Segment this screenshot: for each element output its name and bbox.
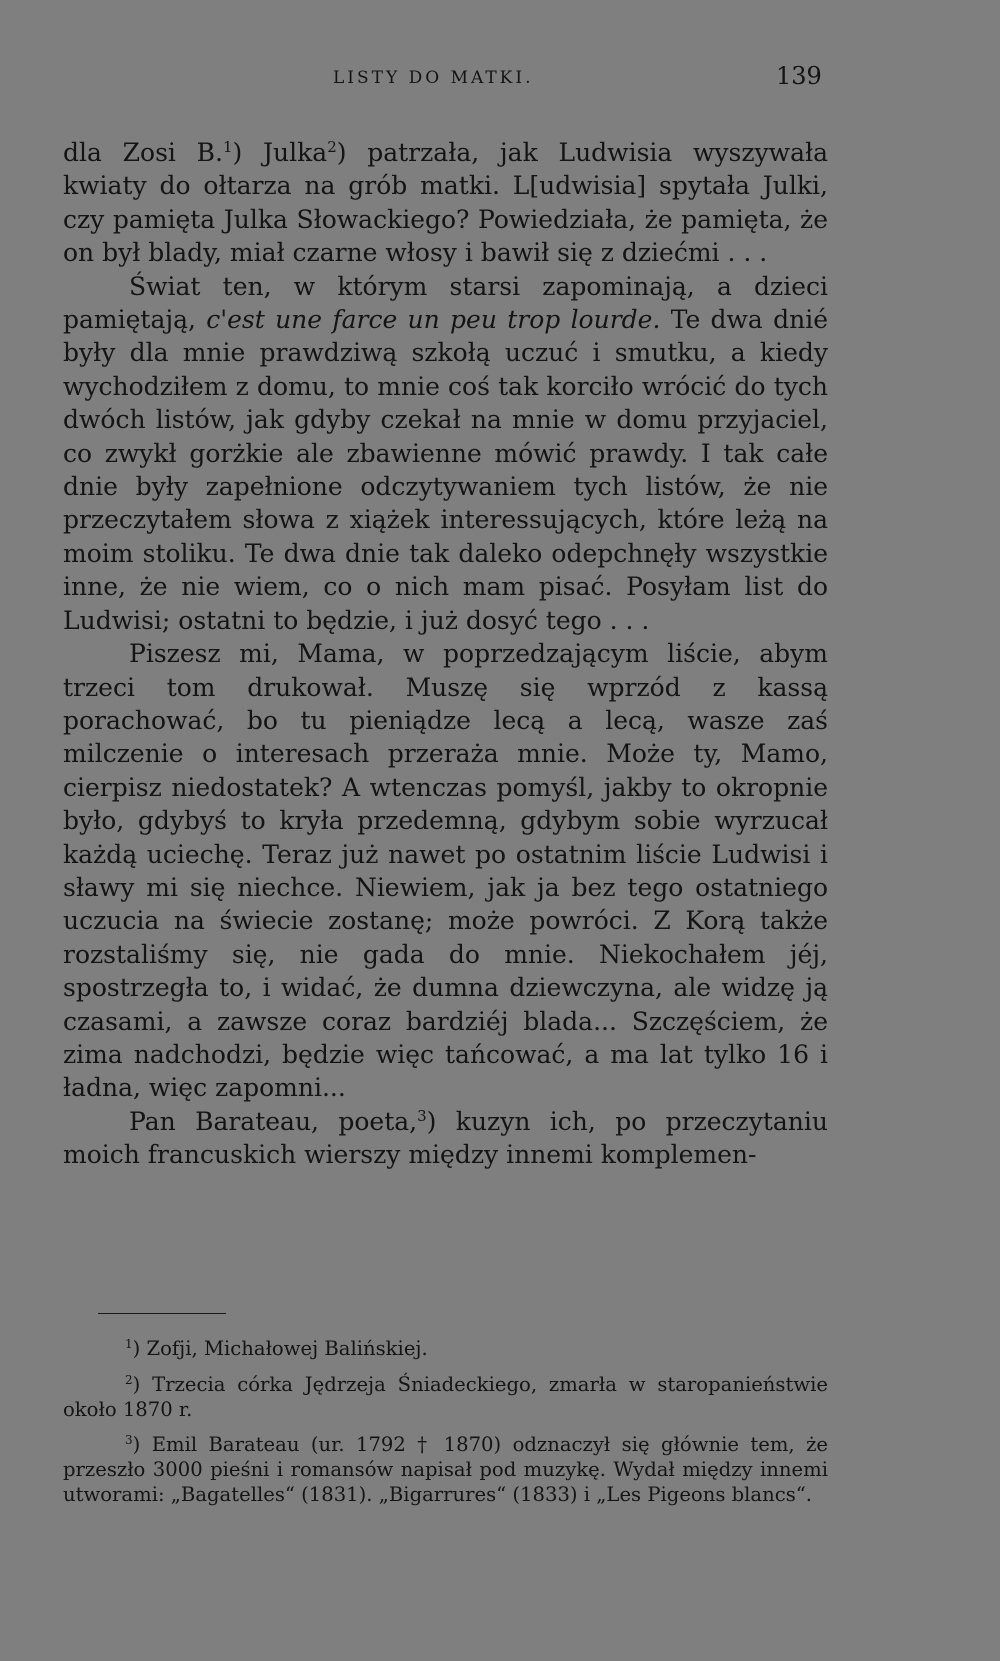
running-title: LISTY DO MATKI. — [333, 68, 534, 88]
footnote-3-text: ) Emil Barateau (ur. 1792 † 1870) odznaczył się głównie tem, że przeszło 3000 pieśni i romansów napisał pod muzykę. Wydał między innemi utworami: „Bagatelles“ (1831). „Bigarrures“ (1833) i „Les Pigeons blancs“. — [63, 1433, 828, 1506]
footnote-3 — [63, 1433, 828, 1507]
paragraph-1-text-c: ) patrzała, jak Ludwisia wyszywała kwiaty do ołtarza na grób matki. L[udwisia] spytała Julki, czy pamięta Julka Słowackiego? Powiedziała, że pamięta, że on był blady, miał czarne włosy i bawił się z dziećmi . . . — [63, 138, 828, 268]
footnote-2 — [63, 1373, 828, 1423]
french-quote: c'est une farce un peu trop lourde. — [206, 305, 661, 335]
paragraph-1 — [63, 136, 828, 270]
paragraph-2-text-a: Świat ten, w którym starsi zapominają, a dzieci pamiętają, — [63, 271, 828, 335]
footnote-ref-1: 1 — [222, 138, 233, 156]
footnote-2-text: ) Trzecia córka Jędrzeja Śniadeckiego, zmarła w staropanieństwie około 1870 r. — [63, 1372, 828, 1421]
footnotes — [63, 1337, 828, 1519]
paragraph-2-text-b: Te dwa dnié były dla mnie prawdziwą szkołą uczuć i smutku, a kiedy wychodziłem z domu, to mnie coś tak korciło wrócić do tych dwóch listów, jak gdyby czekał na mnie w domu przyjaciel, co zwykł gorżkie ale zbawienne mówić prawdy. I tak całe dnie były zapełnione odczytywaniem tych listów, że nie przeczytałem słowa z xiążek interessujących, które leżą na moim stoliku. Te dwa dnie tak daleko odepchnęły wszystkie inne, że nie wiem, co o nich mam pisać. Posyłam list do Ludwisi; ostatni to będzie, i już dosyć tego . . . — [63, 305, 829, 635]
footnote-1-text: ) Zofji, Michałowej Balińskiej. — [132, 1337, 428, 1360]
footnote-marker-2: 2 — [125, 1372, 133, 1387]
paragraph-3: Piszesz mi, Mama, w poprzedzającym liście, abym trzeci tom drukował. Muszę się wprzód z kassą porachować, bo tu pieniądze lecą a lecą, wasze zaś milczenie o interesach przeraża mnie. Może ty, Mamo, cierpisz niedostatek? A wtenczas pomyśl, jakby to okropnie było, gdybyś to kryła przedemną, gdybym sobie wyrzucał każdą uciechę. Teraz już nawet po ostatnim liście Ludwisi i sławy mi się niechce. Niewiem, jak ja bez tego ostatniego uczucia na świecie zostanę; może powróci. Z Korą także rozstaliśmy się, nie gada do mnie. Niekochałem jéj, spostrzegła to, i widać, że dumna dziewczyna, ale widzę ją czasami, a zawsze coraz bardziéj blada... Szczęściem, że zima nadchodzi, będzie więc tańcować, a ma lat tylko 16 i ładna, więc zapomni... — [63, 639, 828, 1103]
footnote-ref-3: 3 — [417, 1106, 427, 1125]
paragraph-1-text-a: dla Zosi B. — [63, 138, 223, 167]
paragraph-1-text-b: ) Julka — [232, 138, 328, 167]
page-number: 139 — [776, 62, 822, 90]
paragraph-2 — [63, 270, 828, 637]
body-text — [63, 136, 828, 1172]
paragraph-4 — [63, 1105, 828, 1172]
running-head — [0, 62, 1000, 92]
footnote-marker-3: 3 — [125, 1433, 133, 1448]
footnote-ref-2: 2 — [327, 138, 337, 156]
paragraph-4-text-a: Pan Barateau, poeta, — [129, 1106, 418, 1136]
footnote-divider — [98, 1313, 226, 1314]
footnote-1 — [63, 1337, 828, 1362]
footnote-marker-1: 1 — [125, 1337, 133, 1351]
paragraph-4-text-b: ) kuzyn ich, po przeczytaniu moich francuskich wierszy między innemi komplemen- — [63, 1106, 829, 1170]
